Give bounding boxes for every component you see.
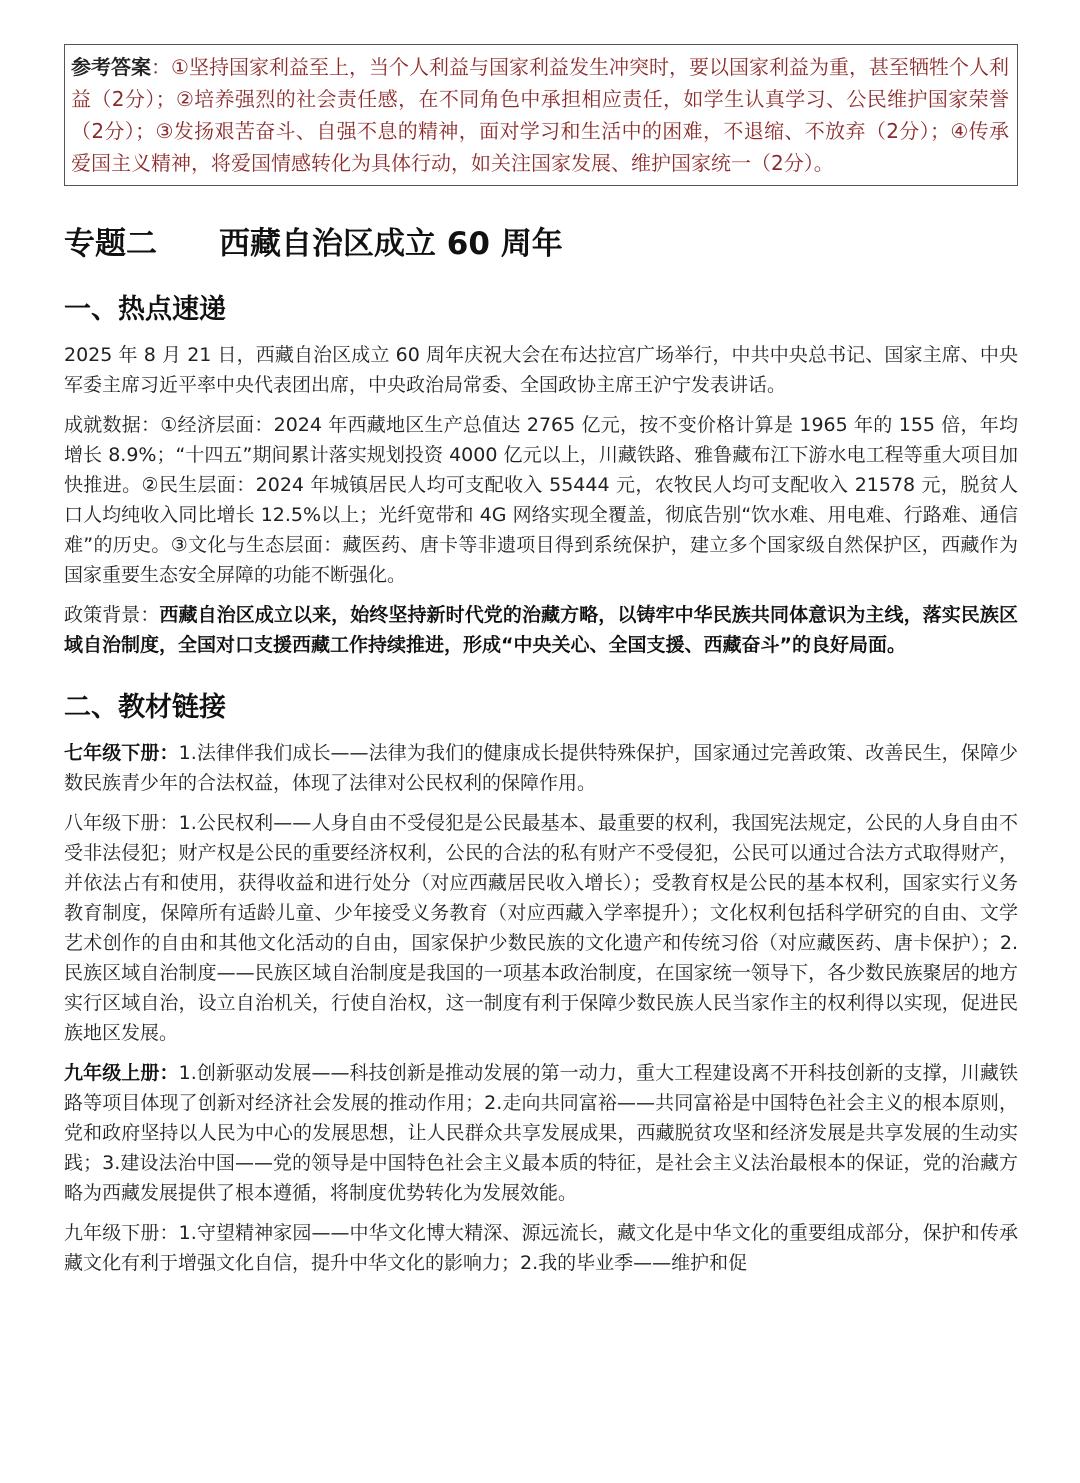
- grade8-paragraph: [64, 808, 1018, 1048]
- grade7-text: 1.法律伴我们成长——法律为我们的健康成长提供特殊保护，国家通过完善政策、改善民生，保障少数民族青少年的合法权益，体现了法律对公民权利的保障作用。: [64, 742, 1018, 794]
- grade8-label: 八年级下册：: [64, 812, 179, 834]
- answer-label: 参考答案: [71, 55, 152, 79]
- policy-text: 西藏自治区成立以来，始终坚持新时代党的治藏方略，以铸牢中华民族共同体意识为主线，落实民族区域自治制度，全国对口支援西藏工作持续推进，形成“中央关心、全国支援、西藏奋斗”的良好局面。: [64, 604, 1018, 656]
- grade9b-label: 九年级下册：: [64, 1222, 179, 1244]
- grade7-paragraph: [64, 738, 1018, 798]
- grade9a-label: 九年级上册：: [64, 1062, 179, 1084]
- grade9a-text: 1.创新驱动发展——科技创新是推动发展的第一动力，重大工程建设离不开科技创新的支撑，川藏铁路等项目体现了创新对经济社会发展的推动作用；2.走向共同富裕——共同富裕是中国特色社会主义的根本原则，党和政府坚持以人民为中心的发展思想，让人民群众共享发展成果，西藏脱贫攻坚和经济发展是共享发展的生动实践；3.建设法治中国——党的领导是中国特色社会主义最本质的特征，是社会主义法治最根本的保证，党的治藏方略为西藏发展提供了根本遵循，将制度优势转化为发展效能。: [64, 1062, 1018, 1204]
- topic-number: 专题二: [64, 226, 157, 262]
- grade9b-text: 1.守望精神家园——中华文化博大精深、源远流长，藏文化是中华文化的重要组成部分，保护和传承藏文化有利于增强文化自信，提升中华文化的影响力；2.我的毕业季——维护和促: [64, 1222, 1018, 1274]
- policy-paragraph: [64, 600, 1018, 660]
- policy-label: 政策背景：: [64, 604, 160, 626]
- grade9a-paragraph: [64, 1058, 1018, 1208]
- achievements-paragraph: [64, 410, 1018, 590]
- document-page: [0, 44, 1080, 1483]
- answer-text: ：①坚持国家利益至上，当个人利益与国家利益发生冲突时，要以国家利益为重，甚至牺牲个人利益（2分）；②培养强烈的社会责任感，在不同角色中承担相应责任，如学生认真学习、公民维护国家荣誉（2分）；③发扬艰苦奋斗、自强不息的精神，面对学习和生活中的困难，不退缩、不放弃（2分）；④传承爱国主义精神，将爱国情感转化为具体行动，如关注国家发展、维护国家统一（2分）。: [71, 55, 1010, 175]
- intro-paragraph: 2025 年 8 月 21 日，西藏自治区成立 60 周年庆祝大会在布达拉宫广场举行，中共中央总书记、国家主席、中央军委主席习近平率中央代表团出席，中央政治局常委、全国政协主席王沪宁发表讲话。: [64, 344, 1018, 396]
- topic-name: 西藏自治区成立 60 周年: [219, 226, 563, 262]
- grade9b-paragraph: [64, 1218, 1018, 1278]
- achievements-label: 成就数据：: [64, 414, 161, 436]
- reference-answer-box: [64, 44, 1018, 186]
- topic-title: [64, 222, 1018, 266]
- section-heading-hotspot: 一、热点速递: [64, 294, 226, 325]
- section-heading-textbook: 二、教材链接: [64, 692, 226, 723]
- grade8-text: 1.公民权利——人身自由不受侵犯是公民最基本、最重要的权利，我国宪法规定，公民的人身自由不受非法侵犯；财产权是公民的重要经济权利，公民的合法的私有财产不受侵犯，公民可以通过合法方式取得财产，并依法占有和使用，获得收益和进行处分（对应西藏居民收入增长）；受教育权是公民的基本权利，国家实行义务教育制度，保障所有适龄儿童、少年接受义务教育（对应西藏入学率提升）；文化权利包括科学研究的自由、文学艺术创作的自由和其他文化活动的自由，国家保护少数民族的文化遗产和传统习俗（对应藏医药、唐卡保护）；2.民族区域自治制度——民族区域自治制度是我国的一项基本政治制度，在国家统一领导下，各少数民族聚居的地方实行区域自治，设立自治机关，行使自治权，这一制度有利于保障少数民族人民当家作主的权利得以实现，促进民族地区发展。: [64, 812, 1018, 1044]
- grade7-label: 七年级下册：: [64, 742, 179, 764]
- achievements-text: ①经济层面：2024 年西藏地区生产总值达 2765 亿元，按不变价格计算是 1965 年的 155 倍，年均增长 8.9%；“十四五”期间累计落实规划投资 4000 亿元以上，川藏铁路、雅鲁藏布江下游水电工程等重大项目加快推进。②民生层面：2024 年城镇居民人均可支配收入 55444 元，农牧民人均可支配收入 21578 元，脱贫人口人均纯收入同比增长 12.5%以上；光纤宽带和 4G 网络实现全覆盖，彻底告别“饮水难、用电难、行路难、通信难”的历史。③文化与生态层面：藏医药、唐卡等非遗项目得到系统保护，建立多个国家级自然保护区，西藏作为国家重要生态安全屏障的功能不断强化。: [64, 414, 1018, 586]
